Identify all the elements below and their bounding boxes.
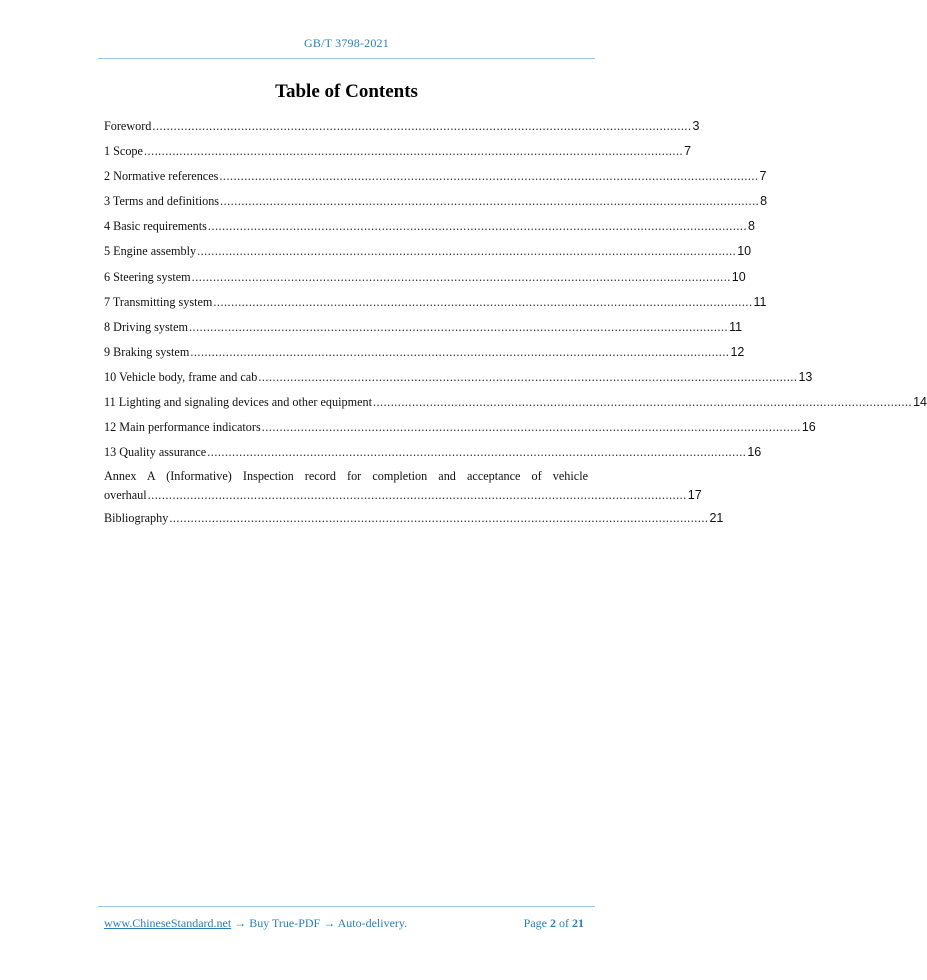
arrow-right-icon: → [323,916,336,930]
toc-entry-label: 3 Terms and definitions [104,194,220,209]
toc-entry-page: 17 [687,488,702,503]
buy-pdf-link[interactable]: Buy True-PDF [249,916,321,930]
toc-entry-foreword[interactable] [104,116,700,141]
toc-entry-label: 6 Steering system [104,269,191,284]
page-current: 2 [550,916,556,930]
toc-entry-driving-system[interactable] [104,317,743,342]
toc-entry-page: 7 [759,169,767,184]
toc-entry-page: 14 [913,395,927,410]
toc-entry-label: 9 Braking system [104,344,190,359]
toc-entry-label: 5 Engine assembly [104,244,197,259]
toc-leader-dots: ........................................................................................................................................................ [197,244,737,259]
footer-divider [98,906,595,907]
toc-entry-page: 7 [684,144,692,159]
toc-leader-dots: ........................................................................................................................................................ [188,319,729,334]
toc-entry-vehicle-body[interactable] [104,367,813,392]
toc-entry-page: 11 [753,294,767,309]
toc-entry-page: 21 [709,511,724,526]
toc-entry-label: 11 Lighting and signaling devices and other equipment [104,395,372,410]
toc-entry-label: 1 Scope [104,144,143,159]
toc-entry-label: 12 Main performance indicators [104,420,261,435]
table-of-contents [104,116,927,533]
toc-entry-line2 [104,486,702,505]
toc-entry-braking-system[interactable] [104,342,745,367]
toc-entry-label-continued: overhaul [104,488,147,503]
toc-entry-page: 13 [798,369,813,384]
toc-leader-dots: ........................................................................................................................................................ [143,144,684,159]
toc-entry-quality-assurance[interactable] [104,442,762,467]
toc-entry-page: 8 [748,219,755,234]
toc-entry-scope[interactable] [104,141,692,166]
page-label: Page [523,916,547,930]
toc-leader-dots: ........................................................................................................................................................ [207,219,748,234]
toc-entry-page: 12 [730,344,745,359]
toc-entry-terms-and-definitions[interactable] [104,191,768,216]
toc-leader-dots: ........................................................................................................................................................ [372,395,913,410]
toc-leader-dots: ........................................................................................................................................................ [152,119,692,133]
toc-leader-dots: ........................................................................................................................................................ [261,420,801,435]
toc-entry-page: 11 [729,319,743,334]
toc-entry-main-performance-indicators[interactable] [104,417,816,442]
toc-leader-dots: ........................................................................................................................................................ [219,169,759,184]
toc-entry-transmitting-system[interactable] [104,292,767,317]
toc-entry-engine-assembly[interactable] [104,241,752,266]
toc-entry-label: 2 Normative references [104,169,219,184]
toc-entry-page: 10 [737,244,752,259]
document-header: GB/T 3798-2021 [304,36,389,50]
toc-entry-bibliography[interactable] [104,508,724,533]
toc-entry-lighting-and-signaling[interactable] [104,392,927,417]
footer-links [104,916,407,931]
toc-entry-label: Annex A (Informative) Inspection record for completion and acceptance of vehicle [104,469,588,484]
toc-entry-label: 8 Driving system [104,319,188,334]
page-title: Table of Contents [275,81,418,102]
page-total: 21 [572,916,584,930]
toc-entry-label: 10 Vehicle body, frame and cab [104,369,258,384]
toc-leader-dots: ........................................................................................................................................................ [147,488,687,503]
auto-delivery-text: Auto-delivery. [337,916,408,930]
toc-entry-steering-system[interactable] [104,267,746,292]
toc-leader-dots: ........................................................................................................................................................ [169,511,709,526]
toc-leader-dots: ........................................................................................................................................................ [213,294,753,309]
header-divider [98,58,595,59]
toc-entry-label: 7 Transmitting system [104,294,213,309]
page-of-label: of [559,916,569,930]
toc-entry-label: 4 Basic requirements [104,219,207,234]
arrow-right-icon: → [234,916,247,930]
toc-entry-normative-references[interactable] [104,166,767,191]
toc-entry-page: 3 [692,119,700,133]
toc-leader-dots: ........................................................................................................................................................ [190,344,730,359]
page-number [524,916,584,931]
toc-entry-page: 10 [731,269,746,284]
toc-leader-dots: ........................................................................................................................................................ [191,269,731,284]
toc-entry-page: 16 [801,420,816,435]
toc-entry-basic-requirements[interactable] [104,216,755,241]
toc-entry-annex-a[interactable] [104,467,702,505]
toc-leader-dots: ........................................................................................................................................................ [207,445,747,460]
site-link[interactable]: www.ChineseStandard.net [104,916,232,930]
toc-entry-label: Foreword [104,119,152,133]
toc-entry-label: 13 Quality assurance [104,445,207,460]
toc-entry-page: 16 [747,445,762,460]
toc-leader-dots: ........................................................................................................................................................ [220,194,760,209]
toc-entry-label: Bibliography [104,511,169,526]
toc-entry-page: 8 [760,194,768,209]
toc-leader-dots: ........................................................................................................................................................ [258,369,798,384]
